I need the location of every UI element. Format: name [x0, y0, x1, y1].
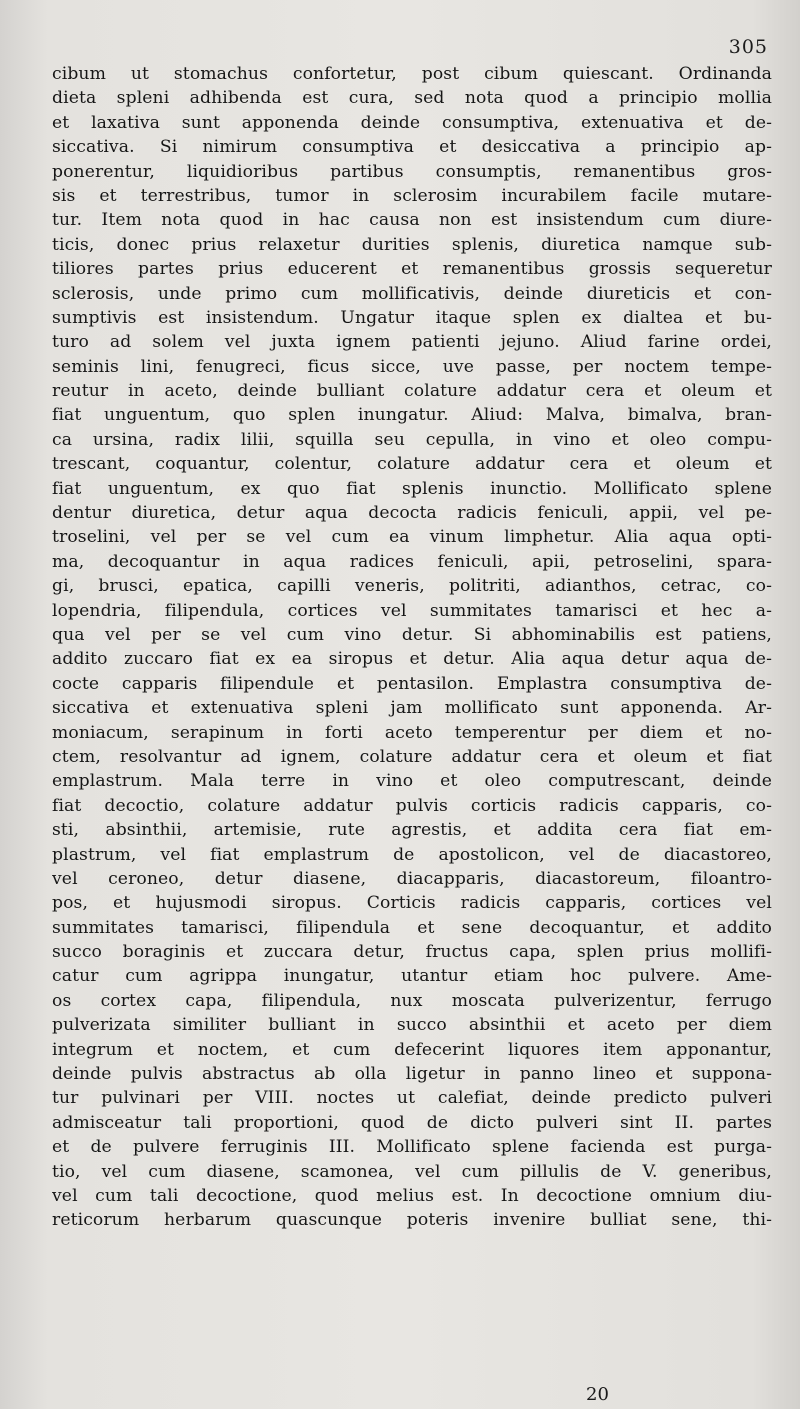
text-line: catur cum agrippa inungatur, utantur etiam hoc pulvere. Ame-	[52, 966, 772, 987]
text-line: turo ad solem vel juxta ignem patienti jejuno. Aliud farine ordei,	[52, 332, 772, 353]
text-line: tiliores partes prius educerent et remanentibus grossis sequeretur	[52, 259, 772, 280]
text-line: tur pulvinari per VIII. noctes ut calefiat, deinde predicto pulveri	[52, 1088, 772, 1109]
text-line: siccativa. Si nimirum consumptiva et desiccativa a principio ap-	[52, 137, 772, 158]
body-text	[52, 62, 772, 1233]
text-line: cibum ut stomachus confortetur, post cibum quiescant. Ordinanda	[52, 64, 772, 84]
text-line: sti, absinthii, artemisie, rute agrestis, et addita cera fiat em-	[52, 820, 772, 841]
signature-mark: 20	[586, 1384, 609, 1405]
text-line: fiat unguentum, ex quo fiat splenis inunctio. Mollificato splene	[52, 478, 772, 499]
text-line: sclerosis, unde primo cum mollificativis, deinde diureticis et con-	[52, 283, 772, 304]
text-line: succo boraginis et zuccara detur, fructus capa, splen prius mollifi-	[52, 942, 772, 963]
page-number: 305	[728, 36, 768, 58]
text-line: sumptivis est insistendum. Ungatur itaque splen ex dialtea et bu-	[52, 307, 772, 328]
text-line: cocte capparis filipendule et pentasilon. Emplastra consumptiva de-	[52, 673, 772, 694]
text-line: integrum et noctem, et cum defecerint liquores item apponantur,	[52, 1039, 772, 1060]
text-line: lopendria, filipendula, cortices vel summitates tamarisci et hec a-	[52, 600, 772, 621]
text-line: summitates tamarisci, filipendula et sene decoquantur, et addito	[52, 917, 772, 938]
text-line: reutur in aceto, deinde bulliant colature addatur cera et oleum et	[52, 381, 772, 402]
text-line: ma, decoquantur in aqua radices feniculi, apii, petroselini, spara-	[52, 551, 772, 572]
text-line: ca ursina, radix lilii, squilla seu cepulla, in vino et oleo compu-	[52, 429, 772, 450]
text-line: admisceatur tali proportioni, quod de dicto pulveri sint II. partes	[52, 1112, 772, 1133]
text-line: et de pulvere ferruginis III. Mollificato splene facienda est purga-	[52, 1137, 772, 1158]
text-line: moniacum, serapinum in forti aceto temperentur per diem et no-	[52, 722, 772, 743]
text-line: os cortex capa, filipendula, nux moscata pulverizentur, ferrugo	[52, 990, 772, 1011]
text-line: ctem, resolvantur ad ignem, colature addatur cera et oleum et fiat	[52, 746, 772, 767]
text-line: vel ceroneo, detur diasene, diacapparis, diacastoreum, filoantro-	[52, 868, 772, 889]
text-line: sis et terrestribus, tumor in sclerosim incurabilem facile mutare-	[52, 185, 772, 206]
text-line: ticis, donec prius relaxetur durities splenis, diuretica namque sub-	[52, 234, 772, 255]
text-line: fiat unguentum, quo splen inungatur. Aliud: Malva, bimalva, bran-	[52, 405, 772, 426]
text-line: seminis lini, fenugreci, ficus sicce, uve passe, per noctem tempe-	[52, 356, 772, 377]
text-line: plastrum, vel fiat emplastrum de apostolicon, vel de diacastoreo,	[52, 844, 772, 865]
text-line: qua vel per se vel cum vino detur. Si abhominabilis est patiens,	[52, 624, 772, 645]
text-line: ponerentur, liquidioribus partibus consumptis, remanentibus gros-	[52, 161, 772, 182]
text-line: troselini, vel per se vel cum ea vinum limphetur. Alia aqua opti-	[52, 527, 772, 548]
text-line: dentur diuretica, detur aqua decocta radicis feniculi, appii, vel pe-	[52, 503, 772, 524]
text-line: fiat decoctio, colature addatur pulvis corticis radicis capparis, co-	[52, 795, 772, 816]
text-line: addito zuccaro fiat ex ea siropus et detur. Alia aqua detur aqua de-	[52, 649, 772, 670]
text-line: deinde pulvis abstractus ab olla ligetur in panno lineo et suppona-	[52, 1064, 772, 1085]
text-line: pos, et hujusmodi siropus. Corticis radicis capparis, cortices vel	[52, 893, 772, 914]
text-line: emplastrum. Mala terre in vino et oleo computrescant, deinde	[52, 771, 772, 792]
text-line: reticorum herbarum quascunque poteris invenire bulliat sene, thi-	[52, 1210, 772, 1231]
text-line: vel cum tali decoctione, quod melius est. In decoctione omnium diu-	[52, 1185, 772, 1206]
text-line: tio, vel cum diasene, scamonea, vel cum pillulis de V. generibus,	[52, 1161, 772, 1182]
text-line: dieta spleni adhibenda est cura, sed nota quod a principio mollia	[52, 88, 772, 109]
text-line: siccativa et extenuativa spleni jam mollificato sunt apponenda. Ar-	[52, 698, 772, 719]
text-line: tur. Item nota quod in hac causa non est insistendum cum diure-	[52, 210, 772, 231]
text-line: et laxativa sunt apponenda deinde consumptiva, extenuativa et de-	[52, 112, 772, 133]
text-line: pulverizata similiter bulliant in succo absinthii et aceto per diem	[52, 1015, 772, 1036]
text-line: trescant, coquantur, colentur, colature addatur cera et oleum et	[52, 454, 772, 475]
text-line: gi, brusci, epatica, capilli veneris, politriti, adianthos, cetrac, co-	[52, 576, 772, 597]
